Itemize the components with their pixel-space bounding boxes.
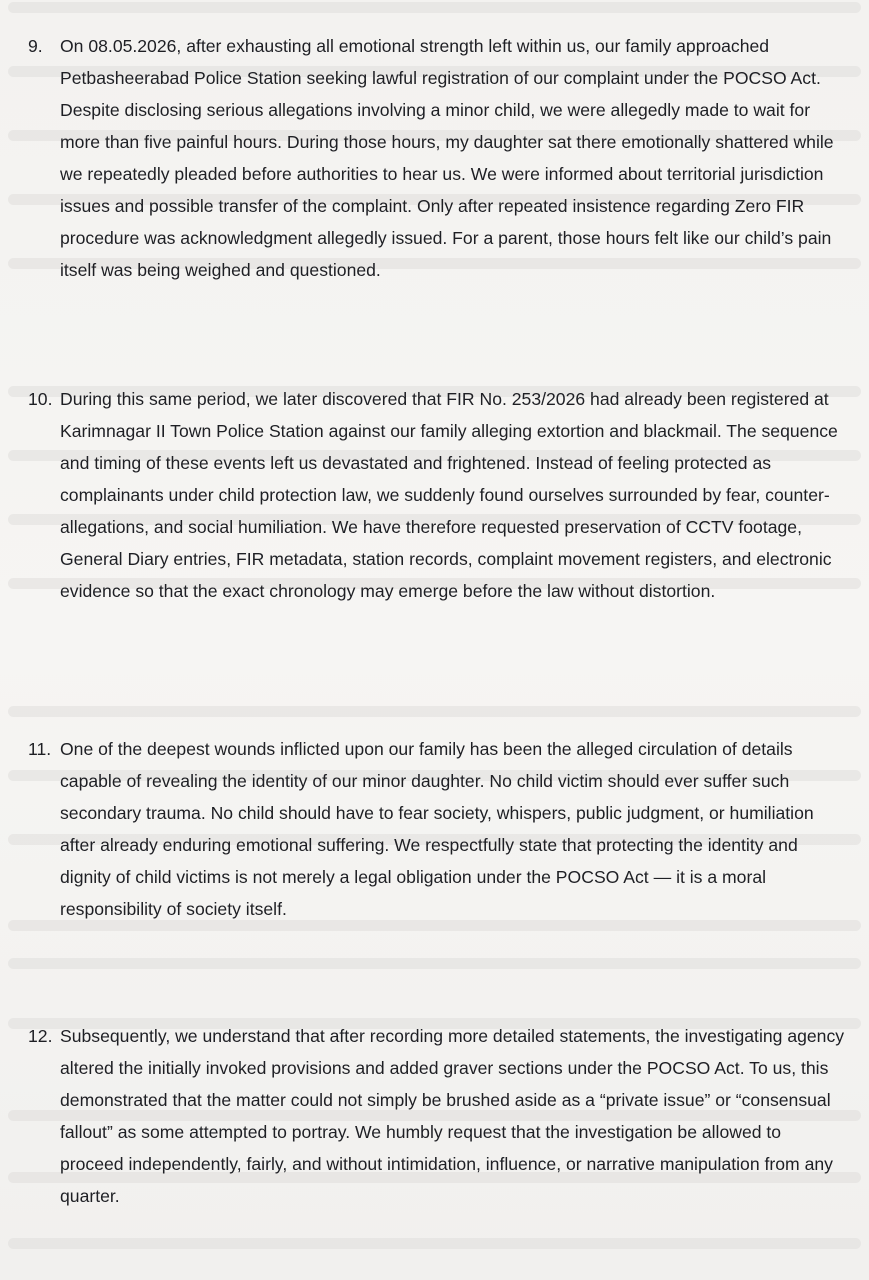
paragraph-10: [28, 383, 848, 607]
paragraph-text: During this same period, we later discovered that FIR No. 253/2026 had already been registered at Karimnagar II Town Police Station against our family alleging extortion and blackmail. The sequence and timing of these events left us devastated and frightened. Instead of feeling protected as complainants under child protection law, we suddenly found ourselves surrounded by fear, counter-allegations, and social humiliation. We have therefore requested preservation of CCTV footage, General Diary entries, FIR metadata, station records, complaint movement registers, and electronic evidence so that the exact chronology may emerge before the law without distortion.: [60, 389, 838, 601]
paragraph-number: 10.: [28, 389, 53, 409]
paragraph-11: [28, 733, 848, 925]
paragraph-text: On 08.05.2026, after exhausting all emotional strength left within us, our family approached Petbasheerabad Police Station seeking lawful registration of our complaint under the POCSO Act. Despite disclosing serious allegations involving a minor child, we were allegedly made to wait for more than five painful hours. During those hours, my daughter sat there emotionally shattered while we repeatedly pleaded before authorities to hear us. We were informed about territorial jurisdiction issues and possible transfer of the complaint. Only after repeated insistence regarding Zero FIR procedure was acknowledgment allegedly issued. For a parent, those hours felt like our child’s pain itself was being weighed and questioned.: [60, 36, 834, 280]
paragraph-text: One of the deepest wounds inflicted upon our family has been the alleged circulation of details capable of revealing the identity of our minor daughter. No child victim should ever suffer such secondary trauma. No child should have to fear society, whispers, public judgment, or humiliation after already enduring emotional suffering. We respectfully state that protecting the identity and dignity of child victims is not merely a legal obligation under the POCSO Act — it is a moral responsibility of society itself.: [60, 739, 814, 919]
paragraph-12: [28, 1020, 848, 1212]
paragraph-number: 9.: [28, 36, 43, 56]
paragraph-number: 12.: [28, 1026, 53, 1046]
paragraph-9: [28, 30, 848, 286]
paragraph-number: 11.: [28, 739, 52, 759]
paragraph-text: Subsequently, we understand that after recording more detailed statements, the investigating agency altered the initially invoked provisions and added graver sections under the POCSO Act. To us, this demonstrated that the matter could not simply be brushed aside as a “private issue” or “consensual fallout” as some attempted to portray. We humbly request that the investigation be allowed to proceed independently, fairly, and without intimidation, influence, or narrative manipulation from any quarter.: [60, 1026, 845, 1206]
